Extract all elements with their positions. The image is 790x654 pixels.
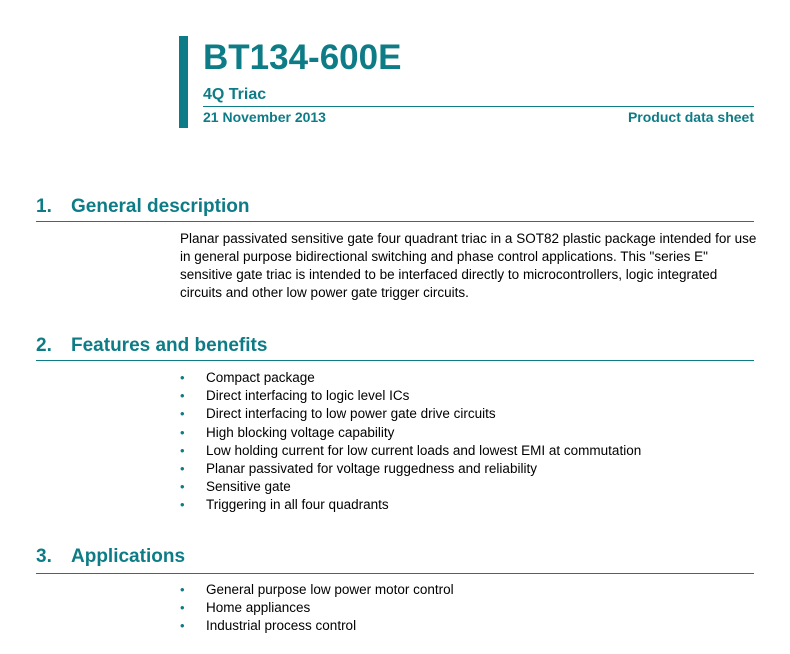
- bullet-icon: •: [180, 461, 185, 477]
- header-divider: [203, 106, 754, 107]
- section-title: Features and benefits: [71, 335, 268, 356]
- bullet-icon: •: [180, 406, 185, 422]
- section-heading-applications: [36, 545, 185, 569]
- document-title: BT134-600E: [203, 38, 402, 77]
- document-date: 21 November 2013: [203, 109, 326, 125]
- bullet-icon: •: [180, 370, 185, 385]
- list-item: • Direct interfacing to logic level ICs: [180, 387, 641, 405]
- list-item: • Compact package: [180, 369, 641, 387]
- bullet-icon: •: [180, 479, 185, 495]
- section-heading-features: [36, 334, 267, 358]
- list-item: • Direct interfacing to low power gate drive circuits: [180, 405, 641, 423]
- list-item: • Home appliances: [180, 599, 454, 617]
- bullet-icon: •: [180, 424, 185, 440]
- section-divider: [36, 360, 754, 361]
- section-divider: [36, 573, 754, 574]
- section-number: 3.: [36, 546, 52, 567]
- bullet-icon: •: [180, 618, 185, 634]
- bullet-icon: •: [180, 442, 185, 458]
- section-number: 1.: [36, 196, 52, 217]
- document-subtitle: 4Q Triac: [203, 86, 267, 103]
- bullet-icon: •: [180, 497, 185, 513]
- title-accent-bar: [179, 36, 188, 128]
- list-item: • Low holding current for low current loads and lowest EMI at commutation: [180, 442, 641, 460]
- list-item: • Planar passivated for voltage ruggedness and reliability: [180, 460, 641, 478]
- bullet-icon: •: [180, 600, 185, 616]
- section-heading-general-description: [36, 195, 249, 219]
- list-item: • Sensitive gate: [180, 478, 641, 496]
- features-list: [180, 369, 641, 515]
- list-item: • High blocking voltage capability: [180, 424, 641, 442]
- bullet-icon: •: [180, 582, 185, 597]
- document-type: Product data sheet: [627, 109, 754, 125]
- list-item: • Industrial process control: [180, 617, 454, 635]
- section-title: Applications: [71, 546, 186, 567]
- section-divider: [36, 221, 754, 222]
- list-item: • General purpose low power motor control: [180, 581, 454, 599]
- section-number: 2.: [36, 335, 52, 356]
- section-title: General description: [71, 196, 250, 217]
- bullet-icon: •: [180, 388, 185, 404]
- general-description-paragraph: Planar passivated sensitive gate four quadrant triac in a SOT82 plastic package intended for use in general purpose bidirectional switching and phase control applications. This "series E" sensitive gate triac is intended to be interfaced directly to microcontrollers, logic integrated circuits and other low power gate trigger circuits.: [180, 231, 757, 300]
- list-item: • Triggering in all four quadrants: [180, 496, 641, 514]
- applications-list: [180, 581, 454, 636]
